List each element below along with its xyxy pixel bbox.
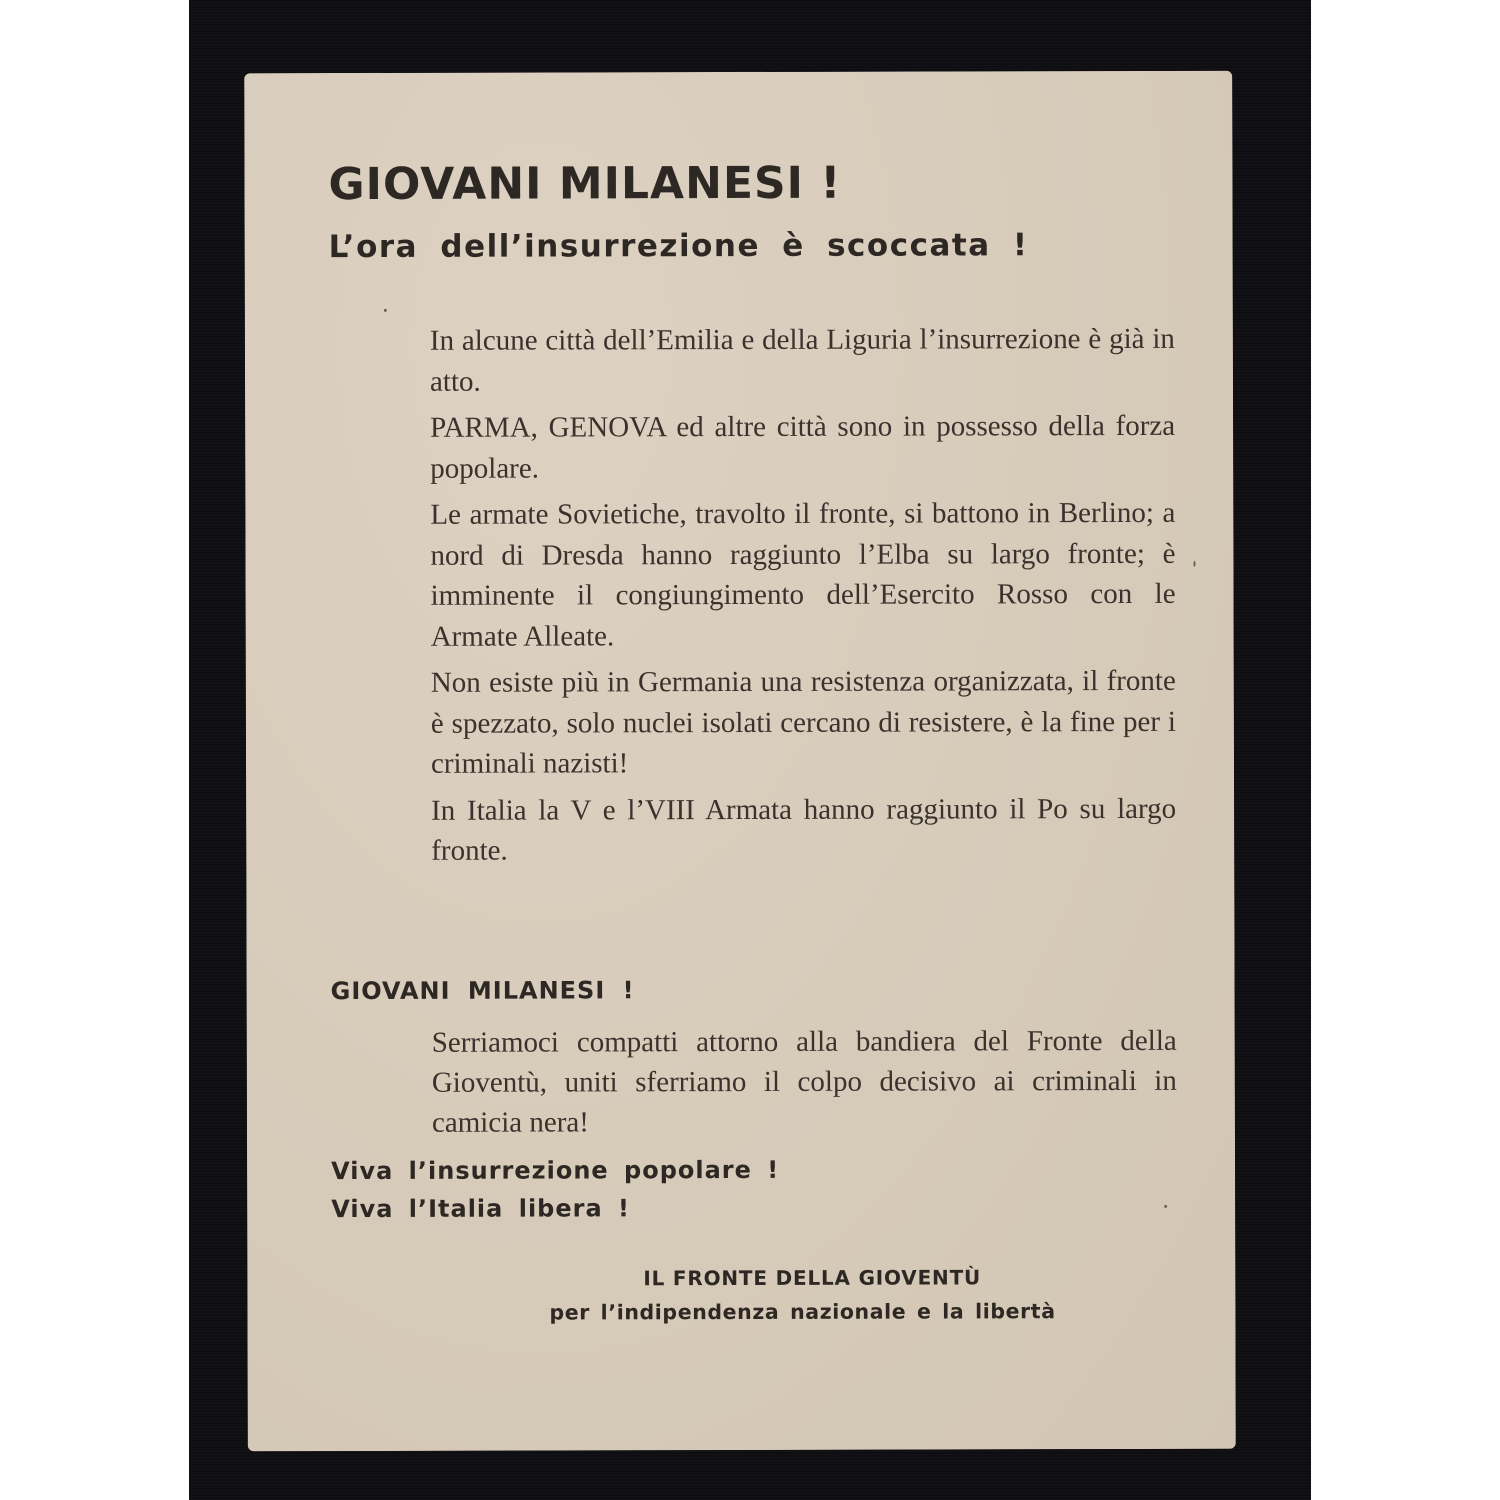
paper-speck <box>384 309 387 312</box>
paragraph: In alcune città dell’Emilia e della Liguria l’insurrezione è già in atto. <box>429 322 1175 398</box>
signature-tagline: per l’indipendenza nazionale e la libertà <box>549 1299 1056 1325</box>
slogan-insurrection: Viva l’insurrezione popolare ! <box>331 1155 780 1186</box>
appeal-text <box>432 1021 1177 1143</box>
appeal-paragraph: Serriamoci compatti attorno alla bandiera del Fronte della Gioventù, uniti sferriamo il colpo decisivo ai criminali in camicia nera! <box>431 1024 1177 1139</box>
paper-speck <box>1193 561 1195 567</box>
leaflet-subtitle: L’ora dell’insurrezione è scoccata ! <box>328 227 1029 266</box>
paragraph: In Italia la V e l’VIII Armata hanno raggiunto il Po su largo fronte. <box>431 792 1177 867</box>
paper-speck <box>1164 1205 1167 1208</box>
second-heading: GIOVANI MILANESI ! <box>330 976 635 1006</box>
leaflet-title: GIOVANI MILANESI ! <box>328 157 842 211</box>
slogan-italia-libera: Viva l’Italia libera ! <box>331 1194 630 1224</box>
leaflet-body <box>430 319 1176 877</box>
leaflet-paper <box>244 71 1236 1452</box>
paragraph: Non esiste più in Germania una resistenza organizzata, il fronte è spezzato, solo nuclei isolati cercano di resistere, è la fine per i criminali nazisti! <box>430 664 1176 780</box>
paragraph: Le armate Sovietiche, travolto il fronte, si battono in Berlino; a nord di Dresda hanno raggiunto l’Elba su largo fronte; è imminente il congiungimento dell’Esercito Rosso con le Armate Alleate. <box>430 496 1176 653</box>
paragraph: PARMA, GENOVA ed altre città sono in possesso della forza popolare. <box>430 409 1176 485</box>
signature-organization: IL FRONTE DELLA GIOVENTÙ <box>643 1265 982 1291</box>
